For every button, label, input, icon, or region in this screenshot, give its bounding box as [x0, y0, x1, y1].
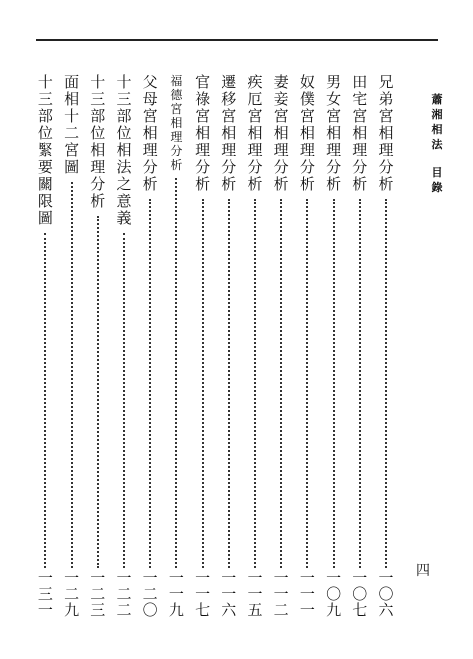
toc-entry-title: 父 母 宮 相 理 分 析	[142, 73, 158, 193]
toc-entry-title: 男 女 宮 相 理 分 析	[326, 73, 342, 193]
toc-page-number: 一 二 九	[64, 569, 80, 619]
toc-page-number: 一 二 三	[90, 569, 106, 619]
toc-leader-dots	[123, 233, 125, 568]
toc-entry	[86, 73, 110, 619]
toc-entry-title: 奴 僕 宮 相 理 分 析	[299, 73, 315, 193]
toc-page-number: 一 〇 六	[378, 569, 394, 619]
toc-entry	[295, 73, 319, 619]
toc-entry	[217, 73, 241, 619]
toc-leader-dots	[97, 216, 99, 568]
toc-entry	[164, 74, 188, 619]
page-number: 四	[416, 563, 430, 579]
toc-page-number: 一 一 九	[168, 569, 184, 619]
toc-leader-dots	[254, 199, 256, 568]
toc-page-number: 一 二 二	[116, 569, 132, 619]
toc-page-number: 一 〇 九	[326, 569, 342, 619]
toc-leader-dots	[359, 199, 361, 568]
toc-entry-title: 遷 移 宮 相 理 分 析	[221, 73, 237, 193]
toc-leader-dots	[333, 199, 335, 568]
toc-entry	[322, 73, 346, 619]
toc-entry	[348, 73, 372, 619]
section-title: 目錄	[431, 166, 443, 194]
toc-page-number: 一 一 七	[195, 569, 211, 619]
toc-leader-dots	[149, 199, 151, 568]
toc-entry	[112, 73, 136, 619]
toc-entry	[191, 73, 215, 619]
toc-leader-dots	[385, 199, 387, 568]
toc-page-number: 一 一 一	[299, 569, 315, 619]
toc-page-number: 一 三 一	[37, 569, 53, 619]
toc-entry	[243, 73, 267, 619]
book-title: 蕭湘相法	[431, 93, 443, 151]
toc-entry-title: 面 相 十 二 宮 圖	[64, 73, 80, 176]
toc-page-number: 一 〇 七	[352, 569, 368, 619]
top-rule	[36, 39, 438, 41]
toc-leader-dots	[228, 199, 230, 568]
toc-entry-title: 十 三 部 位 相 理 分 析	[90, 73, 106, 210]
toc-entry-title: 妻 妾 宮 相 理 分 析	[273, 73, 289, 193]
toc-leader-dots	[280, 199, 282, 568]
toc-entry	[269, 73, 293, 619]
toc-entry-title: 十 三 部 位 緊 要 關 限 圖	[37, 73, 53, 227]
toc-entry-title: 疾 厄 宮 相 理 分 析	[247, 73, 263, 193]
toc-entry	[138, 73, 162, 619]
toc-entry	[374, 73, 398, 619]
toc-page-number: 一 二 〇	[142, 569, 158, 619]
toc-page-number: 一 一 六	[221, 569, 237, 619]
toc-page-number: 一 一 五	[247, 569, 263, 619]
toc-entry-title: 官 祿 宮 相 理 分 析	[195, 73, 211, 193]
toc-entry	[60, 73, 84, 619]
toc-leader-dots	[306, 199, 308, 568]
toc-entry-title: 兄 弟 宮 相 理 分 析	[378, 73, 394, 193]
toc-page-number: 一 一 二	[273, 569, 289, 619]
toc-leader-dots	[175, 178, 177, 568]
toc-leader-dots	[44, 233, 46, 568]
toc-entry-title: 田 宅 宮 相 理 分 析	[352, 73, 368, 193]
toc-entry	[33, 73, 57, 619]
toc-entry-title: 十 三 部 位 相 法 之 意 義	[116, 73, 132, 227]
toc-leader-dots	[71, 182, 73, 568]
toc-entry-title: 福 德 宮 相 理 分 析	[170, 74, 183, 172]
toc-leader-dots	[202, 199, 204, 568]
